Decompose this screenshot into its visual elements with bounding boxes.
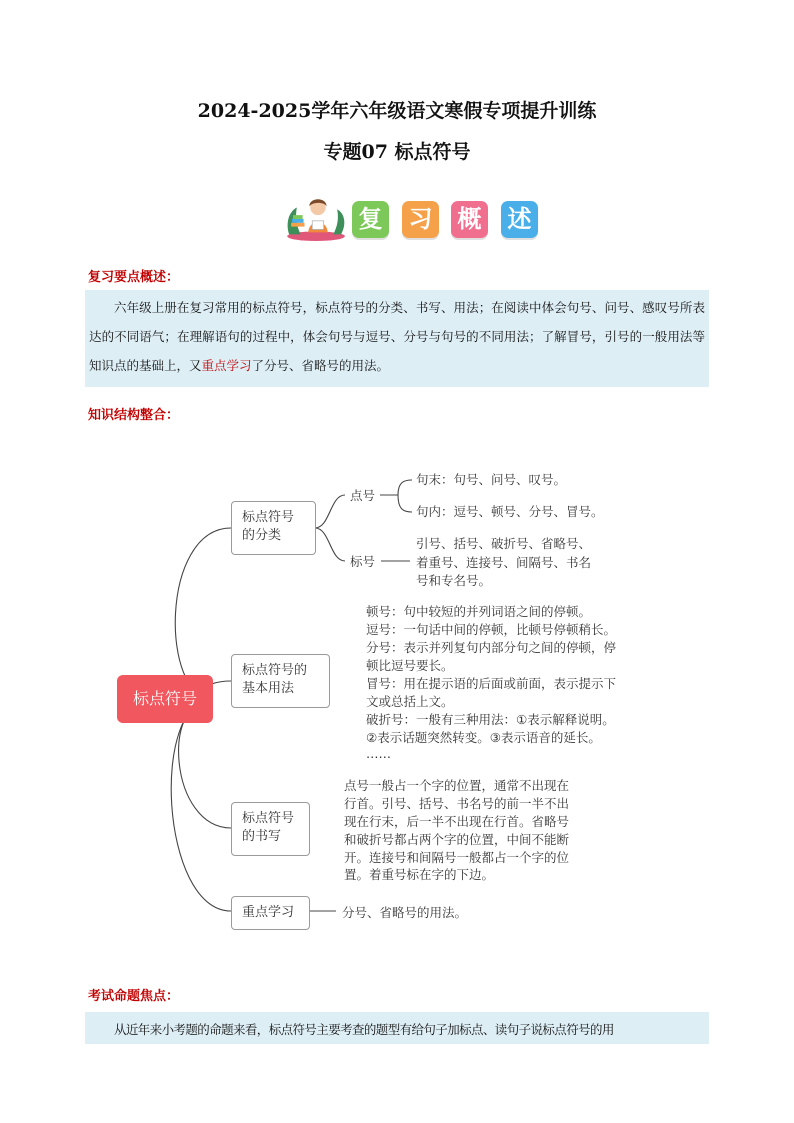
overview-paragraph: 六年级上册在复习常用的标点符号，标点符号的分类、书写、用法；在阅读中体会句号、问号、感叹号所表达的不同语气；在理解语句的过程中，体会句号与逗号、分号与句号的不同用法；了解冒号，引号的一般用法等知识点的基础上，又重点学习了分号、省略号的用法。 bbox=[89, 300, 705, 373]
writing-line: 点号一般占一个字的位置，通常不出现在 bbox=[344, 778, 570, 793]
node-focus: 重点学习 bbox=[231, 896, 310, 930]
banner-tile-shu: 述 bbox=[501, 201, 538, 238]
focus-text: 分号、省略号的用法。 bbox=[342, 905, 468, 920]
usage-line: 冒号：用在提示语的后面或前面，表示提示下 bbox=[366, 676, 617, 691]
node-classification: 标点符号的分类 bbox=[231, 501, 316, 555]
banner-tile-fu: 复 bbox=[352, 201, 389, 238]
writing-line: 置。着重号标在字的下边。 bbox=[344, 867, 495, 882]
overview-heading: 复习要点概述： bbox=[88, 270, 180, 285]
writing-line: 和破折号都占两个字的位置，中间不能断 bbox=[344, 832, 570, 847]
usage-line: 分号：表示并列复句内部分句之间的停顿，停 bbox=[366, 640, 617, 655]
writing-line: 开。连接号和间隔号一般都占一个字的位 bbox=[344, 850, 570, 865]
usage-line: 文或总括上文。 bbox=[366, 694, 454, 709]
node-writing: 标点符号的书写 bbox=[231, 802, 310, 856]
usage-line: 逗号：一句话中间的停顿，比顿号停顿稍长。 bbox=[366, 622, 617, 637]
banner-tile-xi: 习 bbox=[402, 201, 439, 238]
exam-heading: 考试命题焦点： bbox=[88, 989, 180, 1004]
label-juemo: 句末：句号、问号、叹号。 bbox=[416, 472, 567, 487]
structure-heading: 知识结构整合： bbox=[88, 408, 180, 423]
biaohao-list: 引号、括号、破折号、省略号、着重号、连接号、间隔号、书名号和专名号。 bbox=[416, 536, 592, 588]
overview-highlight: 重点学习 bbox=[201, 358, 252, 373]
label-junei: 句内：逗号、顿号、分号、冒号。 bbox=[416, 504, 604, 519]
usage-line: ②表示话题突然转变。③表示语音的延长。 bbox=[366, 730, 601, 745]
document-title: 2024-2025学年六年级语文寒假专项提升训练 bbox=[197, 100, 597, 122]
usage-line: 顿号：句中较短的并列词语之间的停顿。 bbox=[366, 604, 592, 619]
usage-line: 破折号：一般有三种用法：①表示解释说明。 bbox=[366, 712, 615, 727]
banner-tile-gai: 概 bbox=[451, 201, 488, 238]
exam-paragraph: 从近年来小考题的命题来看，标点符号主要考查的题型有给句子加标点、读句子说标点符号的用 bbox=[114, 1022, 614, 1037]
exam-box bbox=[85, 1012, 709, 1044]
usage-line: …… bbox=[366, 746, 391, 761]
label-dianhao: 点号 bbox=[350, 488, 376, 503]
mindmap-root-node: 标点符号 bbox=[117, 675, 213, 723]
usage-line: 顿比逗号要长。 bbox=[366, 658, 454, 673]
writing-line: 行首。引号、括号、书名号的前一半不出 bbox=[344, 796, 570, 811]
writing-line: 现在行末，后一半不出现在行首。省略号 bbox=[344, 814, 570, 829]
node-usage: 标点符号的基本用法 bbox=[231, 654, 330, 708]
document-subtitle: 专题07 标点符号 bbox=[323, 141, 471, 163]
label-biaohao: 标号 bbox=[350, 554, 376, 569]
